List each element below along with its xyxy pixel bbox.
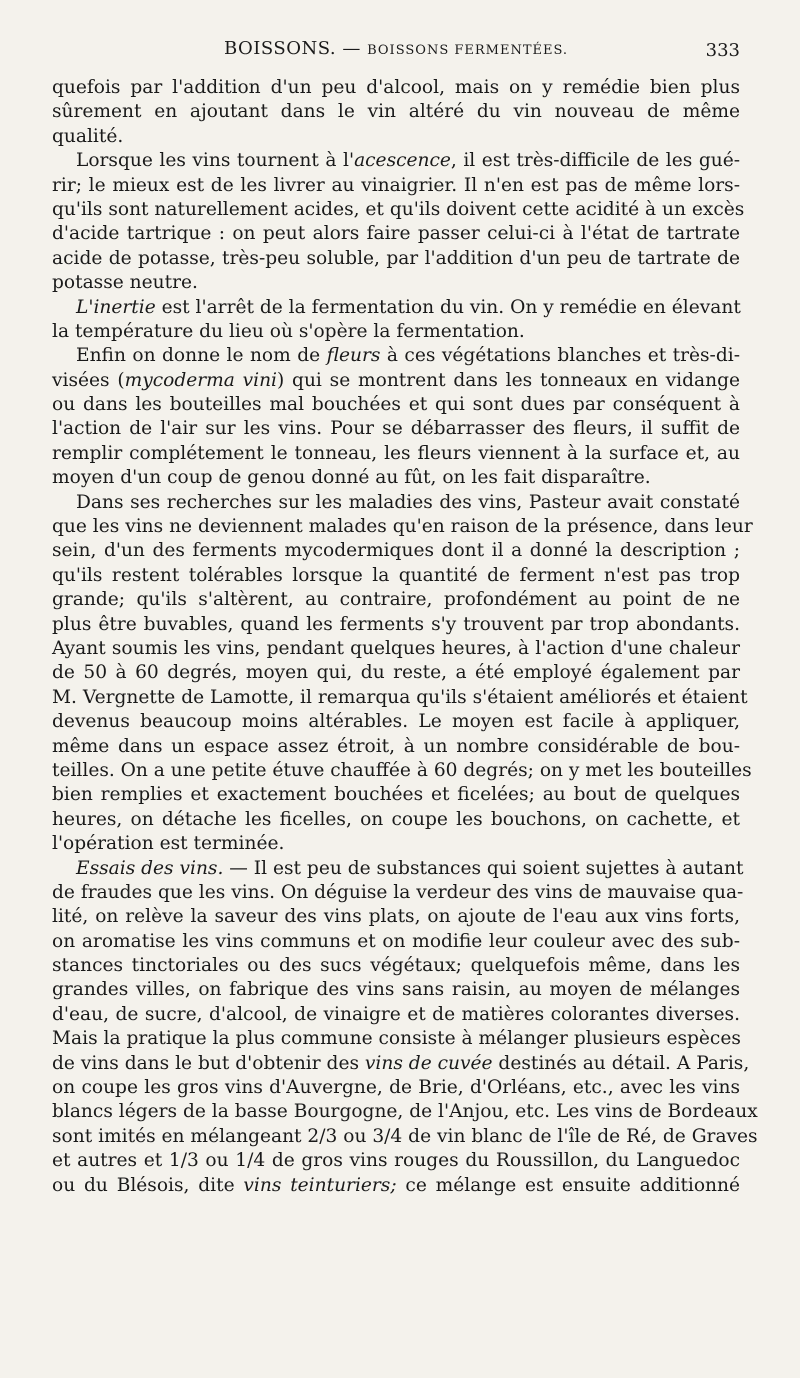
- text-line: [52, 1149, 740, 1173]
- text-line: [52, 149, 740, 173]
- text-segment: Ayant soumis les vins, pendant quelques heures, à l'action d'une chaleur: [52, 637, 740, 659]
- text-segment: d'eau, de sucre, d'alcool, de vinaigre et de matières colorantes diverses.: [52, 1003, 740, 1025]
- text-segment: grandes villes, on fabrique des vins sans raisin, au moyen de mélanges: [52, 979, 740, 1001]
- text-line: [52, 930, 740, 954]
- text-segment: visées (: [52, 369, 125, 391]
- text-line: [52, 735, 740, 759]
- text-line: [52, 491, 740, 515]
- text-segment: de vins dans le but d'obtenir des: [52, 1052, 365, 1074]
- text-segment: on coupe les gros vins d'Auvergne, de Brie, d'Orléans, etc., avec les vins: [52, 1077, 740, 1099]
- page-number: 333: [705, 40, 740, 61]
- text-segment: est l'arrêt de la fermentation du vin. On y remédie en élevant: [155, 296, 741, 318]
- text-segment: , il est très-difficile de les gué-: [450, 150, 740, 172]
- text-segment: plus être buvables, quand les ferments s'y trouvent par trop abondants.: [52, 613, 740, 635]
- text-line: [52, 759, 752, 783]
- text-line: [52, 1100, 758, 1124]
- text-line: [52, 1076, 740, 1100]
- text-line: [52, 198, 745, 222]
- text-line: [52, 710, 740, 734]
- text-line: [52, 100, 740, 124]
- text-segment: Lorsque les vins tournent à l': [76, 150, 355, 172]
- italic-segment: acescence: [354, 150, 451, 172]
- text-line: [52, 515, 753, 539]
- text-segment: on aromatise les vins communs et on modifie leur couleur avec des sub-: [52, 930, 740, 952]
- text-line: [52, 1174, 740, 1198]
- text-segment: qu'ils sont naturellement acides, et qu'ils doivent cette acidité à un excès: [52, 198, 745, 220]
- text-line: [52, 442, 740, 466]
- text-segment: Dans ses recherches sur les maladies des vins, Pasteur avait constaté: [76, 491, 740, 513]
- text-segment: d'acide tartrique : on peut alors faire passer celui-ci à l'état de tartrate: [52, 223, 740, 245]
- running-title-sub: BOISSONS FERMENTÉES.: [367, 43, 569, 58]
- text-line: [52, 393, 740, 417]
- text-segment: blancs légers de la basse Bourgogne, de l'Anjou, etc. Les vins de Bordeaux: [52, 1101, 758, 1123]
- text-segment: et autres et 1/3 ou 1/4 de gros vins rouges du Roussillon, du Languedoc: [52, 1150, 740, 1172]
- running-title-separator: —: [342, 38, 361, 59]
- text-line: [52, 857, 744, 881]
- text-line: [52, 954, 740, 978]
- text-line: [52, 661, 740, 685]
- text-line: [52, 296, 740, 320]
- text-line: [52, 125, 740, 149]
- text-segment: M. Vergnette de Lamotte, il remarqua qu'ils s'étaient améliorés et étaient: [52, 686, 748, 708]
- running-title-main: BOISSONS.: [223, 38, 337, 59]
- italic-segment: L'inertie: [76, 296, 156, 318]
- text-segment: de 50 à 60 degrés, moyen qui, du reste, a été employé également par: [52, 662, 740, 684]
- text-line: [52, 686, 748, 710]
- text-line: [52, 466, 740, 490]
- text-line: [52, 783, 740, 807]
- text-segment: la température du lieu où s'opère la fermentation.: [52, 320, 525, 342]
- text-line: [52, 978, 740, 1002]
- text-segment: rir; le mieux est de les livrer au vinaigrier. Il n'en est pas de même lors-: [52, 174, 740, 196]
- text-segment: à ces végétations blanches et très-di-: [380, 345, 740, 367]
- text-segment: lité, on relève la saveur des vins plats, on ajoute de l'eau aux vins forts,: [52, 906, 740, 928]
- text-line: [52, 588, 740, 612]
- text-line: [52, 564, 740, 588]
- text-line: [52, 1027, 740, 1051]
- text-line: [52, 1052, 750, 1076]
- text-line: [52, 905, 740, 929]
- text-segment: potasse neutre.: [52, 272, 198, 294]
- text-line: [52, 417, 740, 441]
- body-text: [52, 76, 758, 1198]
- italic-segment: Essais des vins.: [76, 857, 224, 879]
- text-segment: l'action de l'air sur les vins. Pour se débarrasser des fleurs, il suffit de: [52, 418, 740, 440]
- text-segment: qualité.: [52, 125, 124, 147]
- text-line: [52, 1003, 740, 1027]
- text-segment: ) qui se montrent dans les tonneaux en vidange: [277, 369, 740, 391]
- text-segment: même dans un espace assez étroit, à un nombre considérable de bou-: [52, 735, 740, 757]
- text-segment: ce mélange est ensuite additionné: [396, 1174, 741, 1196]
- text-segment: sûrement en ajoutant dans le vin altéré du vin nouveau de même: [52, 101, 740, 123]
- italic-segment: vins teinturiers;: [243, 1174, 397, 1196]
- text-segment: remplir complétement le tonneau, les fleurs viennent à la surface et, au: [52, 442, 740, 464]
- text-line: [52, 76, 740, 100]
- running-title: [52, 38, 740, 59]
- text-segment: que les vins ne deviennent malades qu'en raison de la présence, dans leur: [52, 516, 753, 538]
- italic-segment: vins de cuvée: [364, 1052, 493, 1074]
- text-line: [52, 881, 744, 905]
- text-line: [52, 271, 740, 295]
- text-line: [52, 539, 740, 563]
- text-line: [52, 369, 740, 393]
- text-segment: Mais la pratique la plus commune consiste à mélanger plusieurs espèces: [52, 1028, 741, 1050]
- text-line: [52, 808, 740, 832]
- text-line: [52, 174, 740, 198]
- text-segment: heures, on détache les ficelles, on coupe les bouchons, on cachette, et: [52, 808, 740, 830]
- text-segment: Enfin on donne le nom de: [76, 345, 327, 367]
- italic-segment: mycoderma vini: [124, 369, 278, 391]
- text-segment: sont imités en mélangeant 2/3 ou 3/4 de vin blanc de l'île de Ré, de Graves: [52, 1125, 758, 1147]
- text-line: [52, 637, 740, 661]
- text-segment: — Il est peu de substances qui soient sujettes à autant: [223, 857, 744, 879]
- text-segment: destinés au détail. A Paris,: [492, 1052, 750, 1074]
- text-segment: grande; qu'ils s'altèrent, au contraire, profondément au point de ne: [52, 589, 740, 611]
- text-segment: bien remplies et exactement bouchées et ficelées; au bout de quelques: [52, 784, 740, 806]
- text-line: [52, 320, 740, 344]
- text-segment: stances tinctoriales ou des sucs végétaux; quelquefois même, dans les: [52, 955, 740, 977]
- text-segment: ou du Blésois, dite: [52, 1174, 244, 1196]
- text-segment: l'opération est terminée.: [52, 833, 285, 855]
- text-line: [52, 344, 740, 368]
- text-line: [52, 1125, 758, 1149]
- text-segment: moyen d'un coup de genou donné au fût, on les fait disparaître.: [52, 467, 651, 489]
- page-header: [52, 38, 740, 68]
- text-segment: acide de potasse, très-peu soluble, par l'addition d'un peu de tartrate de: [52, 247, 740, 269]
- text-segment: devenus beaucoup moins altérables. Le moyen est facile à appliquer,: [52, 711, 740, 733]
- italic-segment: fleurs: [326, 345, 381, 367]
- text-line: [52, 247, 740, 271]
- text-segment: quefois par l'addition d'un peu d'alcool, mais on y remédie bien plus: [52, 77, 740, 98]
- text-line: [52, 613, 740, 637]
- text-segment: teilles. On a une petite étuve chauffée à 60 degrés; on y met les bouteilles: [52, 759, 752, 781]
- text-segment: ou dans les bouteilles mal bouchées et qui sont dues par conséquent à: [52, 394, 740, 416]
- text-segment: sein, d'un des ferments mycodermiques dont il a donné la description ;: [52, 540, 740, 562]
- text-line: [52, 832, 740, 856]
- text-line: [52, 222, 740, 246]
- text-segment: de fraudes que les vins. On déguise la verdeur des vins de mauvaise qua-: [52, 881, 744, 903]
- text-segment: qu'ils restent tolérables lorsque la quantité de ferment n'est pas trop: [52, 564, 740, 586]
